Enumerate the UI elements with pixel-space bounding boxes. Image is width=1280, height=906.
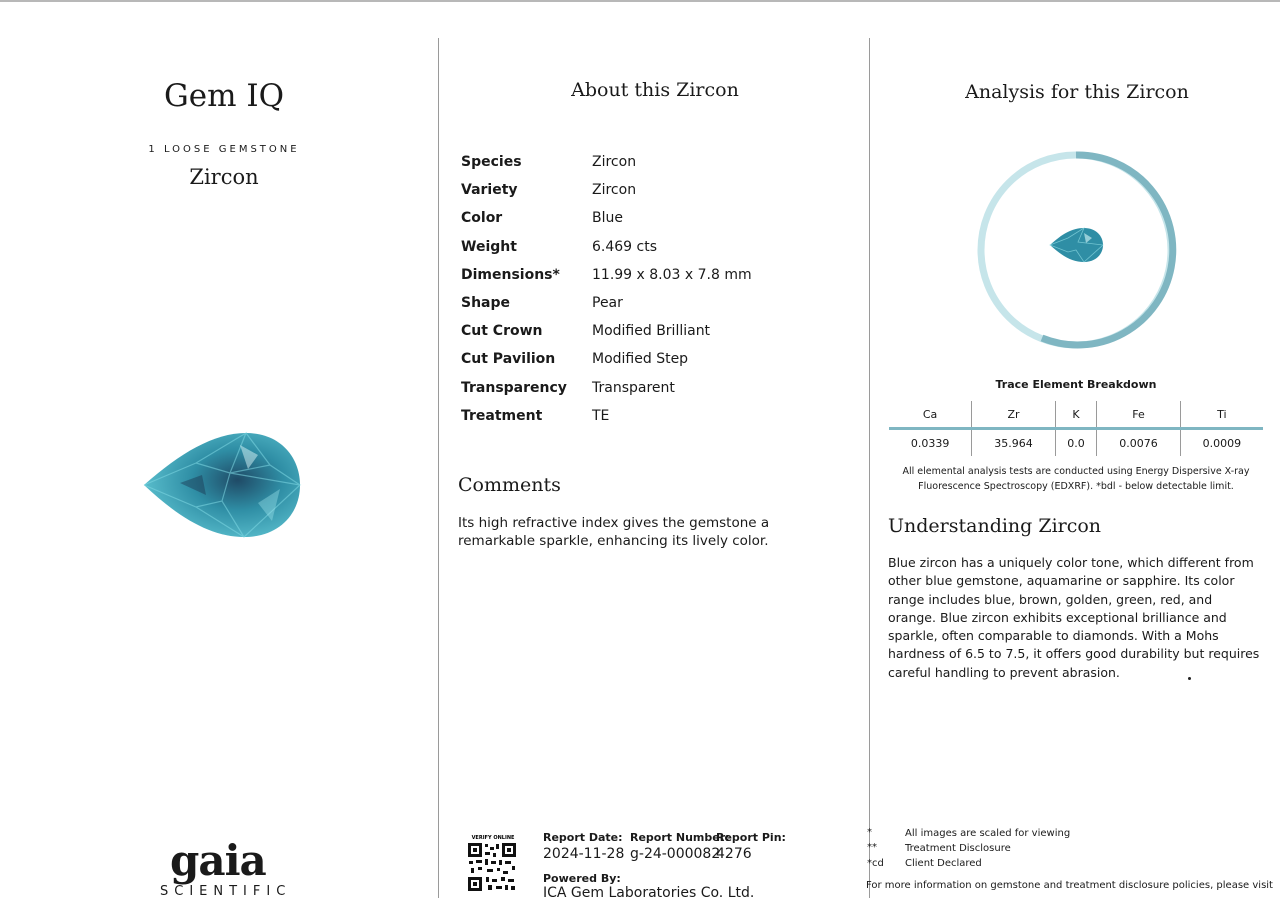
legend-text: Client Declared <box>905 858 982 869</box>
element-value: 0.0339 <box>910 436 950 450</box>
stray-dot <box>1188 677 1191 680</box>
table-row <box>461 402 752 430</box>
element-value: 0.0 <box>1055 429 1096 457</box>
table-row <box>461 374 752 402</box>
element-value: 0.0009 <box>1180 429 1263 457</box>
gemstone-thumbnail <box>1050 228 1103 262</box>
footer-more-info: For more information on gemstone and treatment disclosure policies, please visit <box>866 880 1273 891</box>
spec-value: 11.99 x 8.03 x 7.8 mm <box>592 266 752 283</box>
spec-label: Weight <box>461 238 517 255</box>
table-row <box>889 429 1263 457</box>
brand-title: Gem IQ <box>163 78 285 114</box>
element-header: K <box>1055 401 1096 429</box>
report-pin-label: Report Pin: <box>716 831 786 844</box>
element-header: Ti <box>1180 401 1263 429</box>
gaia-logo: gaia <box>170 836 266 885</box>
report-number-label: Report Number: <box>630 831 730 844</box>
understanding-title: Understanding Zircon <box>888 515 1102 537</box>
gemstone-count: 1 LOOSE GEMSTONE <box>148 144 300 155</box>
top-border <box>0 0 1280 2</box>
legend-text: All images are scaled for viewing <box>905 828 1071 839</box>
comments-text: Its high refractive index gives the gemstone a remarkable sparkle, enhancing its lively color. <box>458 515 770 549</box>
report-number: g-24-000082 <box>630 846 721 862</box>
legend-key: ** <box>867 842 877 853</box>
table-row <box>461 148 752 176</box>
report-pin: 4276 <box>716 846 752 862</box>
spec-label: Treatment <box>461 407 543 424</box>
table-row <box>461 345 752 373</box>
spec-label: Transparency <box>461 379 567 396</box>
spec-table <box>461 148 752 430</box>
table-row <box>461 233 752 261</box>
spec-value: Zircon <box>592 182 637 199</box>
table-header-row <box>889 401 1263 429</box>
spec-value: Modified Brilliant <box>592 323 711 340</box>
spec-label: Shape <box>461 295 511 312</box>
powered-by: ICA Gem Laboratories Co. Ltd. <box>543 885 755 901</box>
element-header: Zr <box>972 401 1056 429</box>
legend-key: *cd <box>867 858 884 869</box>
spec-label: Variety <box>461 182 518 199</box>
spec-value: 6.469 cts <box>592 238 658 255</box>
table-row <box>461 261 752 289</box>
gemstone-image <box>140 425 304 543</box>
element-header: Fe <box>1097 401 1181 429</box>
spec-value: Transparent <box>592 379 675 396</box>
analysis-note-line: All elemental analysis tests are conducted using Energy Dispersive X-ray <box>902 466 1250 477</box>
table-row <box>461 204 752 232</box>
table-row <box>461 289 752 317</box>
spec-value: Zircon <box>592 154 637 171</box>
column-divider-right <box>869 38 870 898</box>
spec-label: Color <box>461 210 503 227</box>
spec-label: Dimensions* <box>461 266 560 283</box>
gem-scale-ring <box>972 146 1180 354</box>
report-date: 2024-11-28 <box>543 846 625 862</box>
gaia-logo-subtitle: SCIENTIFIC <box>160 884 292 899</box>
report-date-label: Report Date: <box>543 831 623 844</box>
verify-qr-code[interactable] <box>457 833 529 897</box>
spec-label: Species <box>461 154 522 171</box>
trace-element-title: Trace Element Breakdown <box>995 378 1157 391</box>
comments-title: Comments <box>458 474 561 496</box>
analysis-note <box>900 464 1252 494</box>
trace-element-table <box>889 401 1263 456</box>
column-divider-left <box>438 38 439 898</box>
table-row <box>461 317 752 345</box>
spec-value: Modified Step <box>592 351 689 368</box>
powered-by-label: Powered By: <box>543 872 621 885</box>
legend-key: * <box>867 827 872 838</box>
spec-label: Cut Crown <box>461 323 543 340</box>
analysis-note-line: Fluorescence Spectroscopy (EDXRF). *bdl - below detectable limit. <box>918 481 1234 492</box>
element-value: 35.964 <box>972 429 1056 457</box>
analysis-title: Analysis for this Zircon <box>965 81 1189 103</box>
element-value: 0.0076 <box>1097 429 1181 457</box>
spec-label: Cut Pavilion <box>461 351 556 368</box>
spec-value: Blue <box>592 210 623 227</box>
legend-text: Treatment Disclosure <box>905 843 1011 854</box>
gem-species-title: Zircon <box>189 165 259 189</box>
understanding-text: Blue zircon has a uniquely color tone, which different from other blue gemstone, aquamarine or sapphire. Its color range includes blue, brown, golden, green, red, and orange. Blue zircon exhibits exceptional brilliance and sparkle, often comparable to diamonds. With a Mohs hardness of 6.5 to 7.5, it offers good durability but requires careful handling to prevent abrasion. <box>888 555 1260 680</box>
spec-value: TE <box>592 407 610 424</box>
about-title: About this Zircon <box>571 79 739 101</box>
table-row <box>461 176 752 204</box>
element-header: Ca <box>889 401 972 429</box>
spec-value: Pear <box>592 295 623 312</box>
verify-online-label: VERIFY ONLINE <box>471 835 515 841</box>
